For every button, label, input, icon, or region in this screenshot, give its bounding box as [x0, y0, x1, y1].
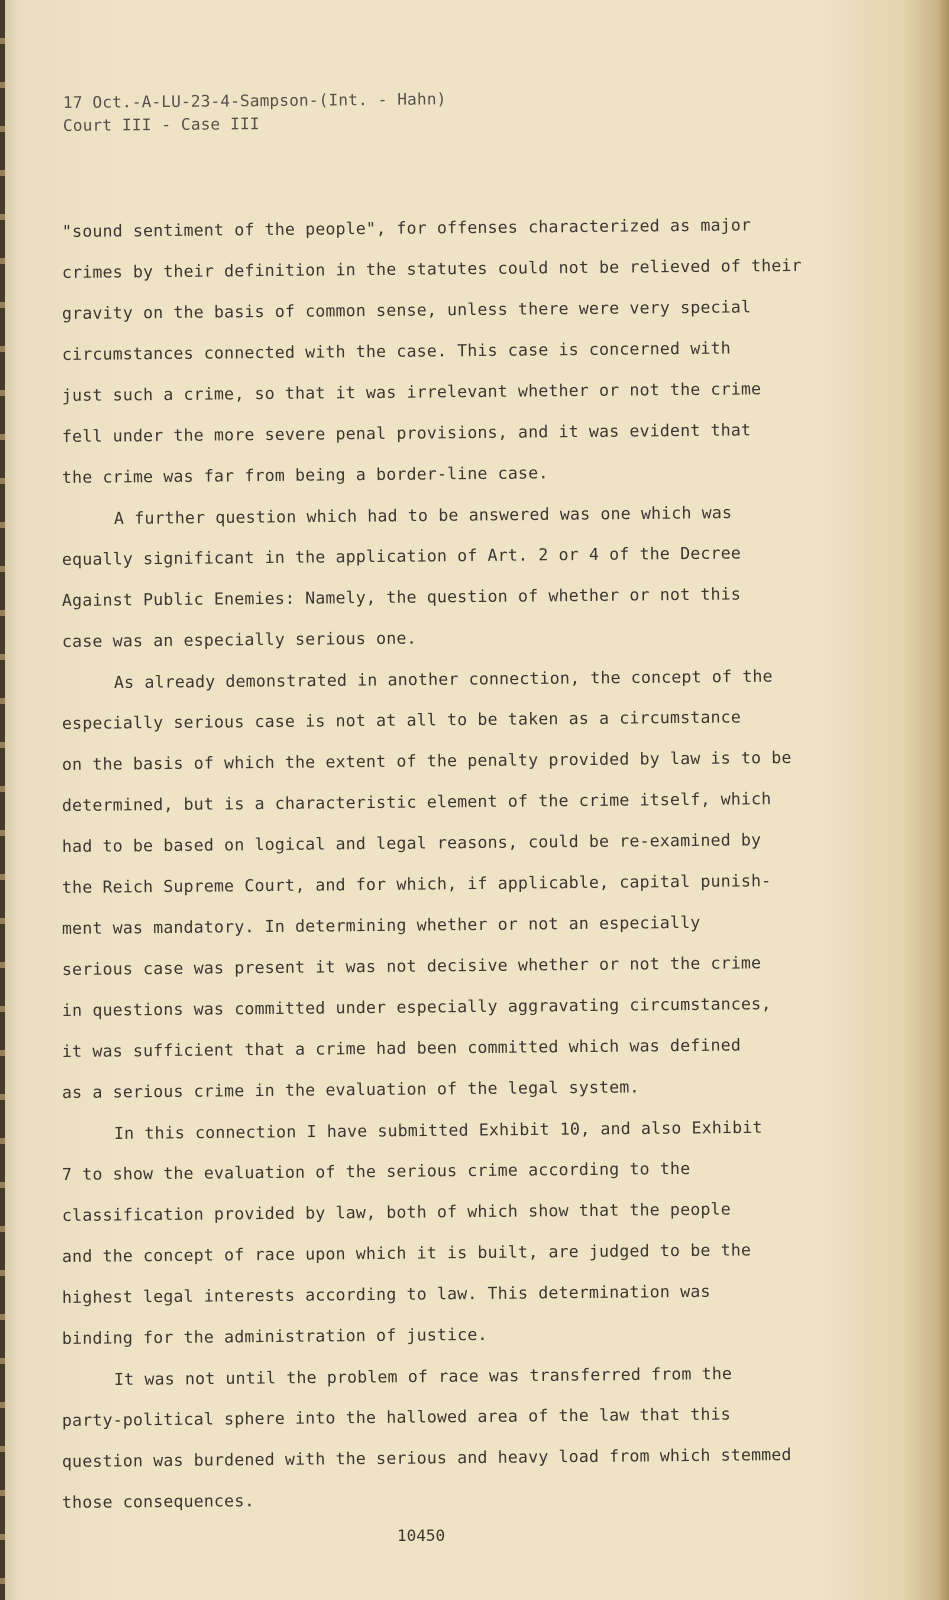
body-line: especially serious case is not at all to be taken as a circumstance [61, 707, 742, 733]
body-line: crimes by their definition in the statutes could not be relieved of their [61, 255, 802, 282]
paragraph-first-line: A further question which had to be answered was one which was [113, 503, 733, 528]
body-line: serious case was present it was not decisive whether or not the crime [61, 953, 762, 979]
body-line: and the concept of race upon which it is built, are judged to be the [61, 1240, 752, 1266]
body-line: "sound sentiment of the people", for offenses characterized as major [61, 215, 752, 241]
page-right-edge [939, 0, 949, 1600]
body-line: binding for the administration of justice. [61, 1324, 488, 1348]
body-line: circumstances connected with the case. This case is concerned with [61, 338, 731, 364]
body-line: fell under the more severe penal provisions, and it was evident that [61, 420, 752, 446]
body-line: determined, but is a characteristic element of the crime itself, which [61, 789, 772, 815]
body-line: 7 to show the evaluation of the serious crime according to the [61, 1158, 691, 1184]
body-line: the Reich Supreme Court, and for which, if applicable, capital punish- [61, 871, 772, 897]
header-reference-line: 17 Oct.-A-LU-23-4-Sampson-(Int. - Hahn) [62, 89, 447, 112]
body-line: the crime was far from being a border-line case. [61, 463, 549, 487]
body-line: those consequences. [61, 1491, 255, 1512]
page-left-edge [0, 0, 5, 1600]
body-line: as a serious crime in the evaluation of the legal system. [61, 1077, 640, 1102]
body-line: question was burdened with the serious and heavy load from which stemmed [61, 1444, 792, 1471]
paragraph-first-line: As already demonstrated in another connection, the concept of the [113, 666, 773, 692]
body-line: gravity on the basis of common sense, unless there were very special [61, 297, 752, 323]
body-line: in questions was committed under especially aggravating circumstances, [61, 994, 772, 1020]
body-line: had to be based on logical and legal reasons, could be re-examined by [61, 830, 762, 856]
body-line: equally significant in the application of Art. 2 or 4 of the Decree [61, 543, 742, 569]
body-line: highest legal interests according to law. This determination was [61, 1281, 711, 1307]
paragraph-first-line: In this connection I have submitted Exhibit 10, and also Exhibit [113, 1117, 763, 1143]
body-line: Against Public Enemies: Namely, the question of whether or not this [61, 584, 742, 610]
header-court-line: Court III - Case III [62, 114, 260, 135]
body-line: case was an especially serious one. [61, 628, 417, 651]
page-number: 10450 [397, 1526, 446, 1545]
body-line: party-political sphere into the hallowed area of the law that this [61, 1404, 731, 1430]
body-line: it was sufficient that a crime had been committed which was defined [61, 1035, 742, 1061]
paragraph-first-line: It was not until the problem of race was transferred from the [113, 1364, 733, 1389]
body-line: ment was mandatory. In determining whether or not an especially [61, 912, 701, 938]
body-line: just such a crime, so that it was irrelevant whether or not the crime [61, 379, 762, 405]
body-line: classification provided by law, both of which show that the people [61, 1199, 731, 1225]
body-line: on the basis of which the extent of the penalty provided by law is to be [61, 747, 792, 774]
